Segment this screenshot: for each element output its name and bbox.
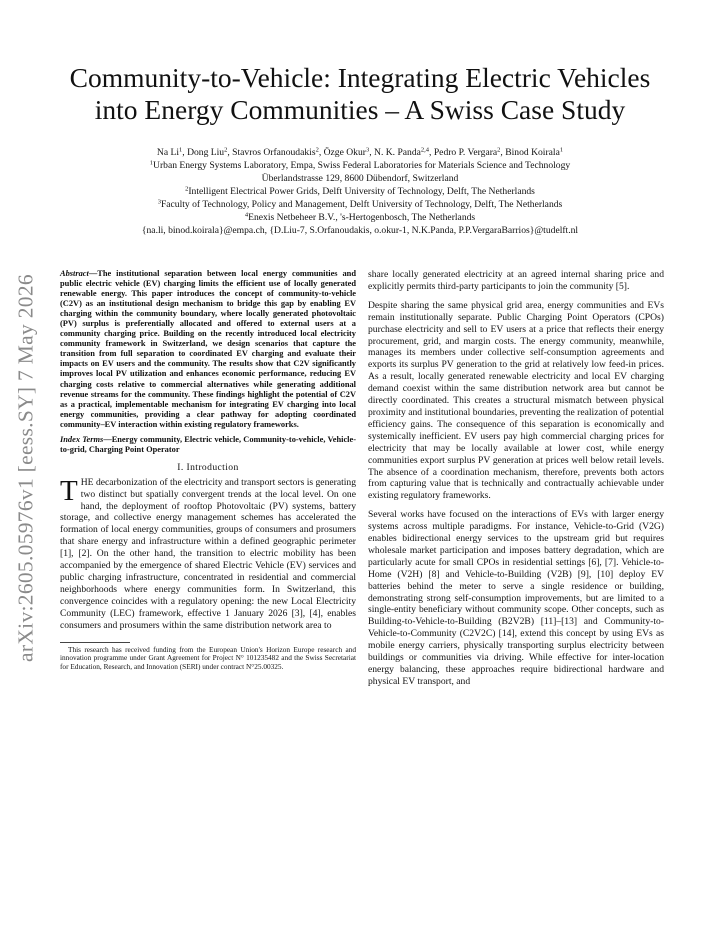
section-heading-introduction: I. Introduction	[177, 461, 239, 473]
introduction-text: decarbonization of the electricity and transport sectors is generating two distinct but spatially convergent trends at the local level. On one hand, the deployment of rooftop Photovoltaic (PV) systems, battery storage, and collective energy management schemes has accelerated the formation of local energy communities, groups of consumers and prosumers that share energy and infrastructure within a defined geographic perimeter [1], [2]. On the other hand, the transition to electric mobility has been accompanied by the emergence of shared Electric Vehicle (EV) services and public charging infrastructure, concentrated in residential and commercial neighborhoods where energy communities form. In Switzerland, this convergence coincides with a regulatory opening: the new Local Electricity Community (LEC) framework, effective 1 January 2026 [3], [4], enables consumers and prosumers within the same distribution network area to	[60, 476, 357, 631]
introduction-paragraph	[60, 474, 357, 632]
title-line-2: into Energy Communities – A Swiss Case Study	[94, 94, 626, 125]
body-paragraph: Despite sharing the same physical grid area, energy communities and EVs remain institutionally separate. Public Charging Point Operators (CPOs) purchase electricity and sell to EV users at a price that reflects their energy procurement, grid, and margin costs. The energy community, meanwhile, manages its members under collective self-consumption agreements and exports its surplus PV generation to the grid at relatively low feed-in prices. As a result, locally generated renewable electricity and local EV charging demand coexist within the same distribution network area but cannot be directly coordinated. This creates a structural mismatch between physical proximity and institutional boundaries, preventing the realization of potential efficiency gains. The consequence of this separation is economically and systemically inefficient. EV users pay high commercial charging prices for electricity that may be locally available at lower cost, while energy communities export surplus PV generation at prices well below retail levels. The absence of a coordination mechanism, therefore, prevents both actors from capturing value that is technically and contractually achievable under existing regulatory frameworks.	[368, 299, 665, 502]
author-affiliation-mark: 3	[365, 146, 370, 154]
author-affiliation-mark: 2,4	[420, 146, 430, 154]
author-name: Binod Koirala	[505, 147, 560, 158]
author-affiliation-mark: 1	[559, 146, 564, 154]
index-terms-text: Energy community, Electric vehicle, Community-to-vehicle, Vehicle-to-grid, Charging Point Operator	[60, 434, 356, 454]
author-name: Pedro P. Vergara	[433, 147, 498, 158]
affiliation-line: Überlandstrasse 129, 8600 Dübendorf, Switzerland	[261, 173, 459, 184]
funding-footnote: This research has received funding from the European Union's Horizon Europe research and innovation programme under Grant Agreement for Project N° 101235482 and the Swiss Secretariat for Education, Research, and Innovation (SERI) under contract N°25.00325.	[60, 644, 356, 671]
right-column	[368, 269, 664, 695]
first-word-rest: HE	[80, 476, 94, 488]
author-block	[60, 146, 660, 237]
index-terms-label: Index Terms	[60, 434, 104, 444]
author-name: N. K. Panda	[374, 147, 421, 158]
affiliation-number: 4	[244, 211, 249, 219]
body-paragraph: share locally generated electricity at an agreed internal sharing price and explicitly permits third-party participants to join the community [5].	[368, 269, 664, 292]
author-name: Stavros Orfanoudakis	[232, 147, 316, 158]
title-line-1: Community-to-Vehicle: Integrating Electric Vehicles	[69, 62, 651, 93]
affiliation-number: 2	[185, 185, 189, 193]
affiliation-line: $^1$Urban Energy Systems Laboratory, Empa, Swiss Federal Laboratories for Materials Science and Technology	[149, 159, 571, 171]
affiliation-number: 3	[157, 198, 161, 206]
arxiv-identifier-text[interactable]: arXiv:2605.05976v1 [eess.SY] 7 May 2026	[13, 274, 38, 662]
paper-title	[60, 62, 660, 126]
author-name: Na Li	[156, 147, 180, 158]
abstract-text: The institutional separation between local energy communities and public electric vehicle (EV) charging limits the efficient use of locally generated renewable energy. This paper introduces the concept of community-to-vehicle (C2V) as an institutional design mechanism to bridge this gap by enabling EV charging within the community boundary, where locally generated photovoltaic (PV) surplus is preferentially allocated and offered to external users at a community charging price. Building on the recently introduced local electricity community framework in Switzerland, we design scenarios that capture the transition from full separation to coordinated EV charging and evaluate their impacts on EV users and the community. The results show that C2V significantly improves local PV utilization and enhances economic performance, reducing EV charging costs relative to commercial alternatives while generating additional revenue streams for the community. These findings highlight the potential of C2V as a practical, implementable mechanism for integrating EV charging into local energy communities, providing a clear pathway for adopting coordinated community–EV interaction within existing regulatory frameworks.	[60, 269, 356, 429]
author-list: Na Li$^1$, Dong Liu$^2$, Stavros Orfanoudakis$^2$, Özge Okur$^3$, N. K. Panda$^{2,4}$, Pedro P. Vergara$^2$, Binod Koirala$^1$	[156, 146, 564, 158]
author-affiliation-mark: 2	[224, 146, 228, 154]
body-paragraph: Several works have focused on the interactions of EVs with larger energy systems across multiple paradigms. For instance, Vehicle-to-Grid (V2G) enables bidirectional energy services to the upstream grid but requires wholesale market participation and imposes battery degradation, which are particularly acute for small CPOs in residential settings [6], [7]. Vehicle-to-Home (V2H) [8] and Vehicle-to-Building (V2B) [9], [10] deploy EV batteries behind the meter to serve a single residence or building, demonstrating strong self-consumption improvements, but are limited to a single-entity beneficiary without community scope. Other concepts, such as Building-to-Vehicle-to-Building (B2V2B) [11]–[13] and Community-to-Vehicle-to-Community (C2V2C) [14], extend this concept by using EVs as mobile energy carriers, physically transporting surplus electricity between buildings or communities via driving. While effective for inter-location energy balancing, these approaches require bidirectional hardware and physical EV transport, and	[368, 509, 664, 687]
left-column	[60, 269, 356, 671]
affiliation-line: $^3$Faculty of Technology, Policy and Management, Delft University of Technology, Delft, The Netherlands	[157, 198, 563, 210]
affiliation-number: 1	[149, 159, 154, 167]
arxiv-identifier-stamp	[6, 258, 46, 678]
drop-cap: T	[60, 474, 78, 507]
affiliation-line: $^2$Intelligent Electrical Power Grids, Delft University of Technology, Delft, The Netherlands	[185, 185, 535, 197]
index-terms: Index Terms—Energy community, Electric vehicle, Community-to-vehicle, Vehicle-to-grid, Charging Point Operator	[60, 434, 356, 454]
author-name: Dong Liu	[187, 147, 225, 158]
author-affiliation-mark: 2	[497, 146, 501, 154]
affiliation-line: $^4$Enexis Netbeheer B.V., 's-Hertogenbosch, The Netherlands	[244, 211, 476, 223]
author-emails: {na.li, binod.koirala}@empa.ch, {D.Liu-7, S.Orfanoudakis, o.okur-1, N.K.Panda, P.P.VergaraBarrios}@tudelft.nl	[141, 225, 579, 236]
abstract-label: Abstract	[60, 269, 89, 278]
abstract: Abstract—The institutional separation between local energy communities and public electric vehicle (EV) charging limits the efficient use of locally generated renewable energy. This paper introduces the concept of community-to-vehicle (C2V) as an institutional design mechanism to bridge this gap by enabling EV charging within the community boundary, where locally generated photovoltaic (PV) surplus is preferentially allocated and offered to external users at a community charging price. Building on the recently introduced local electricity community framework in Switzerland, we design scenarios that capture the transition from full separation to coordinated EV charging and evaluate their impacts on EV users and the community. The results show that C2V significantly improves local PV utilization and enhances economic performance, reducing EV charging costs relative to commercial alternatives while generating additional revenue streams for the community. These findings highlight the potential of C2V as a practical, implementable mechanism for integrating EV charging into local energy communities, providing a clear pathway for adopting coordinated community–EV interaction within existing regulatory frameworks.	[60, 269, 356, 429]
author-affiliation-mark: 1	[179, 146, 183, 154]
author-affiliation-mark: 2	[315, 146, 319, 154]
affiliation-list	[60, 159, 660, 237]
author-name: Özge Okur	[323, 147, 366, 158]
footnote-rule	[60, 642, 130, 643]
